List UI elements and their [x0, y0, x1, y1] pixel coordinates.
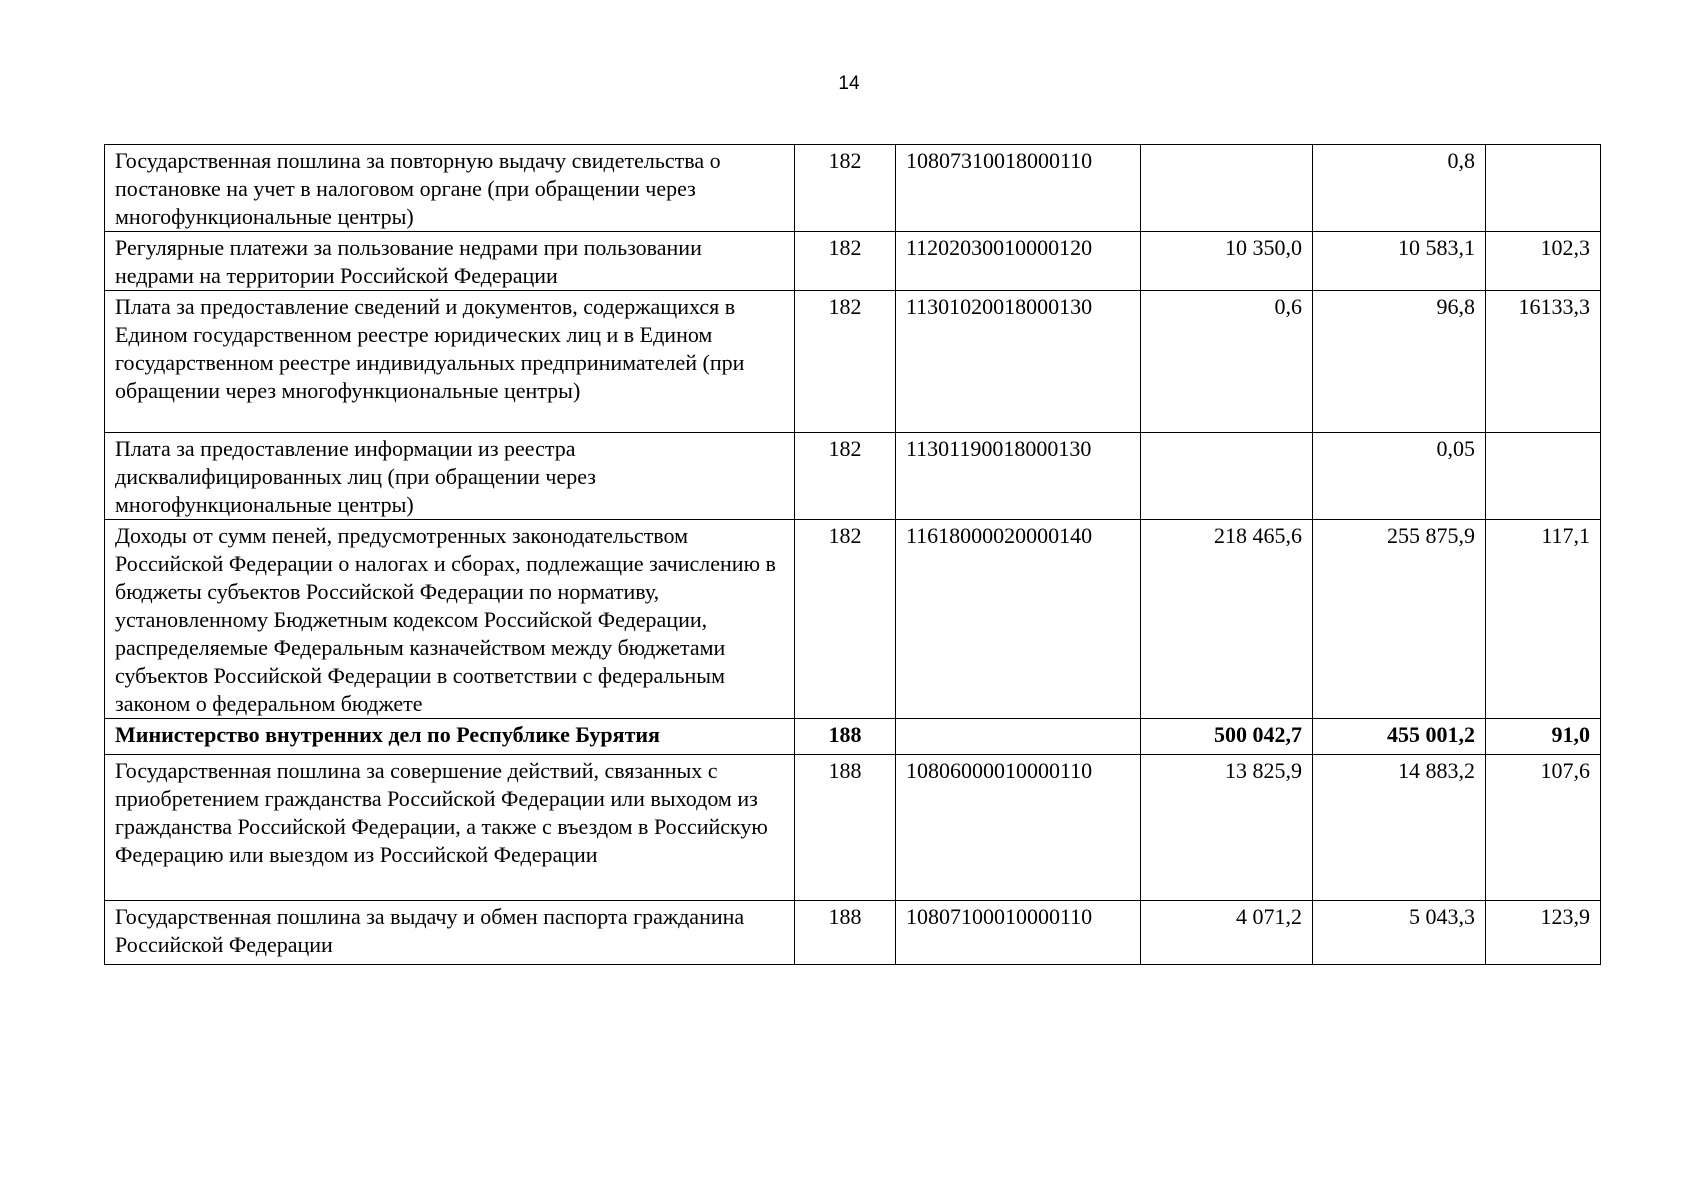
row-percent-cell	[1486, 145, 1601, 232]
row-actual-cell: 10 583,1	[1313, 232, 1486, 291]
row-actual-cell: 96,8	[1313, 291, 1486, 433]
row-actual-cell: 5 043,3	[1313, 901, 1486, 965]
row-name-cell: Государственная пошлина за совершение действий, связанных с приобретением гражданства Российской Федерации или выходом из гражданства Российской Федерации, а также с въездом в Российскую Федерацию или выездом из Российской Федерации	[105, 755, 795, 901]
row-plan-cell: 0,6	[1141, 291, 1313, 433]
table-row	[105, 145, 1601, 232]
row-name-cell: Государственная пошлина за выдачу и обмен паспорта гражданина Российской Федерации	[105, 901, 795, 965]
row-plan-cell	[1141, 145, 1313, 232]
row-budget-code-cell: 11618000020000140	[896, 520, 1141, 719]
row-admin-code-cell: 182	[795, 145, 896, 232]
row-budget-code-cell	[896, 719, 1141, 755]
row-percent-cell: 117,1	[1486, 520, 1601, 719]
table-row	[105, 291, 1601, 433]
row-name-cell: Министерство внутренних дел по Республике Бурятия	[105, 719, 795, 755]
table-row	[105, 901, 1601, 965]
table-row	[105, 755, 1601, 901]
row-admin-code-cell: 182	[795, 520, 896, 719]
table-row	[105, 520, 1601, 719]
row-percent-cell: 123,9	[1486, 901, 1601, 965]
row-plan-cell: 4 071,2	[1141, 901, 1313, 965]
row-admin-code-cell: 182	[795, 433, 896, 520]
row-percent-cell	[1486, 433, 1601, 520]
row-admin-code-cell: 188	[795, 901, 896, 965]
row-plan-cell: 218 465,6	[1141, 520, 1313, 719]
row-budget-code-cell: 10806000010000110	[896, 755, 1141, 901]
row-actual-cell: 14 883,2	[1313, 755, 1486, 901]
row-plan-cell: 500 042,7	[1141, 719, 1313, 755]
revenue-table	[104, 144, 1601, 965]
row-admin-code-cell: 188	[795, 719, 896, 755]
row-actual-cell: 0,8	[1313, 145, 1486, 232]
row-budget-code-cell: 11301020018000130	[896, 291, 1141, 433]
row-percent-cell: 91,0	[1486, 719, 1601, 755]
row-name-cell: Плата за предоставление информации из реестра дисквалифицированных лиц (при обращении через многофункциональные центры)	[105, 433, 795, 520]
table-row	[105, 433, 1601, 520]
row-name-cell: Государственная пошлина за повторную выдачу свидетельства о постановке на учет в налоговом органе (при обращении через многофункциональные центры)	[105, 145, 795, 232]
row-actual-cell: 455 001,2	[1313, 719, 1486, 755]
row-percent-cell: 102,3	[1486, 232, 1601, 291]
row-actual-cell: 0,05	[1313, 433, 1486, 520]
row-plan-cell: 13 825,9	[1141, 755, 1313, 901]
row-admin-code-cell: 182	[795, 232, 896, 291]
row-budget-code-cell: 11202030010000120	[896, 232, 1141, 291]
row-percent-cell: 107,6	[1486, 755, 1601, 901]
row-name-cell: Доходы от сумм пеней, предусмотренных законодательством Российской Федерации о налогах и сборах, подлежащие зачислению в бюджеты субъектов Российской Федерации по нормативу, установленному Бюджетным кодексом Российской Федерации, распределяемые Федеральным казначейством между бюджетами субъектов Российской Федерации в соответствии с федеральным законом о федеральном бюджете	[105, 520, 795, 719]
row-admin-code-cell: 188	[795, 755, 896, 901]
table-row-ministry-total	[105, 719, 1601, 755]
row-plan-cell	[1141, 433, 1313, 520]
row-plan-cell: 10 350,0	[1141, 232, 1313, 291]
row-budget-code-cell: 10807100010000110	[896, 901, 1141, 965]
row-actual-cell: 255 875,9	[1313, 520, 1486, 719]
row-percent-cell: 16133,3	[1486, 291, 1601, 433]
page-number: 14	[838, 73, 860, 94]
table-row	[105, 232, 1601, 291]
row-budget-code-cell: 11301190018000130	[896, 433, 1141, 520]
row-name-cell: Регулярные платежи за пользование недрами при пользовании недрами на территории Российской Федерации	[105, 232, 795, 291]
row-name-cell: Плата за предоставление сведений и документов, содержащихся в Едином государственном реестре юридических лиц и в Едином государственном реестре индивидуальных предпринимателей (при обращении через многофункциональные центры)	[105, 291, 795, 433]
row-admin-code-cell: 182	[795, 291, 896, 433]
row-budget-code-cell: 10807310018000110	[896, 145, 1141, 232]
